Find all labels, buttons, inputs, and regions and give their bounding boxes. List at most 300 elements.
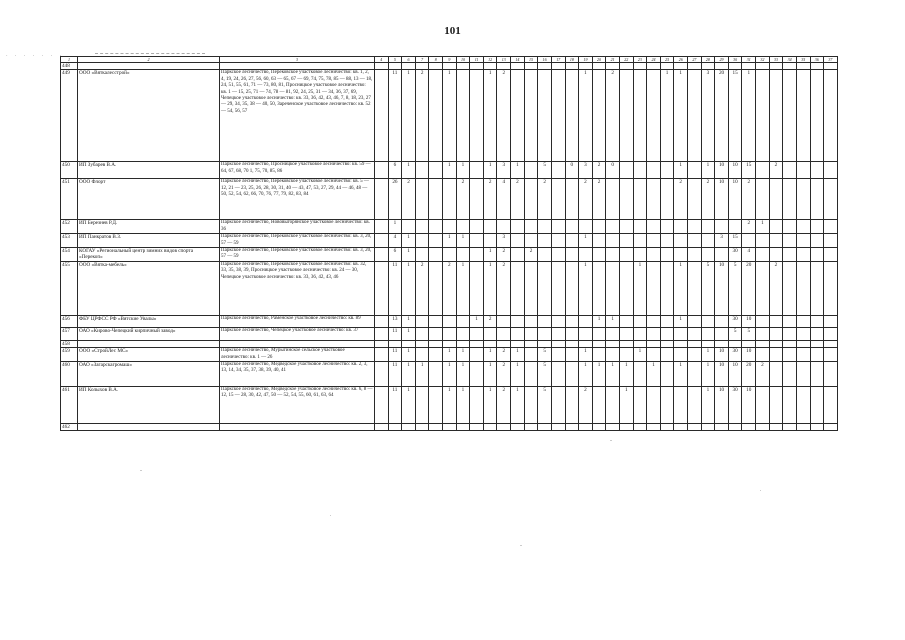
value-cell: 1 <box>443 70 457 162</box>
value-cell <box>810 162 824 179</box>
value-cell: 5 <box>701 261 715 315</box>
value-cell <box>688 362 702 387</box>
value-cell <box>497 63 511 70</box>
table-row <box>61 424 838 431</box>
row-number-cell: 449 <box>61 70 78 162</box>
column-number-header: 26 <box>674 57 688 63</box>
value-cell: 1 <box>592 315 606 327</box>
value-cell: 1 <box>402 234 416 248</box>
value-cell <box>619 70 633 162</box>
value-cell <box>524 340 538 347</box>
value-cell: 0 <box>565 162 579 179</box>
value-cell: 1 <box>619 362 633 387</box>
value-cell: 1 <box>456 362 470 387</box>
value-cell <box>688 162 702 179</box>
value-cell <box>551 63 565 70</box>
value-cell: 2 <box>538 179 552 220</box>
value-cell <box>375 248 389 262</box>
value-cell <box>701 220 715 234</box>
table-row <box>61 362 838 387</box>
value-cell <box>796 179 810 220</box>
value-cell <box>538 340 552 347</box>
value-cell <box>756 348 770 362</box>
organization-name-cell: ООО Флорт <box>78 179 220 220</box>
value-cell: 4 <box>497 179 511 220</box>
value-cell <box>470 261 484 315</box>
value-cell <box>688 327 702 340</box>
value-cell <box>810 315 824 327</box>
column-number-header: 33 <box>769 57 783 63</box>
column-number-header: 30 <box>728 57 742 63</box>
column-number-header: 20 <box>592 57 606 63</box>
value-cell: 1 <box>701 348 715 362</box>
value-cell <box>429 362 443 387</box>
value-cell: 6 <box>388 248 402 262</box>
value-cell <box>674 348 688 362</box>
value-cell <box>715 248 729 262</box>
value-cell <box>592 248 606 262</box>
value-cell <box>647 234 661 248</box>
value-cell <box>715 63 729 70</box>
value-cell <box>456 248 470 262</box>
value-cell <box>660 63 674 70</box>
value-cell <box>769 387 783 424</box>
value-cell <box>375 315 389 327</box>
value-cell <box>565 424 579 431</box>
value-cell <box>565 234 579 248</box>
location-description-cell: Паркское лесничество, Перековское участковое лесничество: кв. 5 — 12, 21 — 23, 25, 26, 28, 30, 31, 40 — 43, 47, 53, 27, 29, 44 — 46, 48 — 50, 52, 54, 62, 66, 70, 76, 77, 79, 82, 83, 84 <box>220 179 375 220</box>
value-cell <box>606 220 620 234</box>
value-cell: 1 <box>483 348 497 362</box>
value-cell: 1 <box>742 70 756 162</box>
value-cell <box>443 220 457 234</box>
value-cell <box>769 424 783 431</box>
value-cell <box>524 387 538 424</box>
value-cell <box>660 315 674 327</box>
value-cell <box>606 424 620 431</box>
value-cell <box>470 348 484 362</box>
value-cell <box>633 234 647 248</box>
value-cell: 15 <box>728 70 742 162</box>
value-cell <box>524 234 538 248</box>
organization-name-cell: ИП Колыхов В.А. <box>78 387 220 424</box>
value-cell <box>456 424 470 431</box>
value-cell <box>633 179 647 220</box>
value-cell: 20 <box>742 362 756 387</box>
location-description-cell: Паркское лесничество, Медведское участковое лесничество: кв. 6, 8 — 12, 15 — 28, 30, 42, 47, 50 — 52, 54, 55, 60, 61, 63, 64 <box>220 387 375 424</box>
value-cell <box>633 362 647 387</box>
value-cell: 2 <box>415 261 429 315</box>
value-cell: 26 <box>388 179 402 220</box>
value-cell <box>402 220 416 234</box>
value-cell <box>511 340 525 347</box>
value-cell <box>443 179 457 220</box>
value-cell <box>565 387 579 424</box>
value-cell <box>701 248 715 262</box>
value-cell: 2 <box>483 315 497 327</box>
value-cell: 5 <box>538 162 552 179</box>
value-cell <box>619 248 633 262</box>
value-cell <box>456 340 470 347</box>
column-number-header: 24 <box>647 57 661 63</box>
value-cell: 1 <box>511 348 525 362</box>
value-cell <box>402 63 416 70</box>
value-cell <box>796 162 810 179</box>
table-row <box>61 348 838 362</box>
value-cell: 20 <box>715 70 729 162</box>
value-cell: 3 <box>497 162 511 179</box>
value-cell <box>592 220 606 234</box>
value-cell: 6 <box>388 162 402 179</box>
organization-name-cell: ООО «Вяткалесстрой» <box>78 70 220 162</box>
organization-name-cell: ФБУ ЦРФСС РФ «Вятские Увалы» <box>78 315 220 327</box>
value-cell <box>592 340 606 347</box>
value-cell <box>701 424 715 431</box>
value-cell <box>538 63 552 70</box>
column-number-header: 16 <box>538 57 552 63</box>
value-cell <box>551 162 565 179</box>
value-cell <box>810 70 824 162</box>
column-number-header: 23 <box>633 57 647 63</box>
value-cell <box>769 63 783 70</box>
value-cell <box>579 63 593 70</box>
organization-name-cell: ИП Березнев Р.Д. <box>78 220 220 234</box>
value-cell <box>783 70 797 162</box>
value-cell: 1 <box>483 70 497 162</box>
value-cell: 2 <box>579 387 593 424</box>
value-cell <box>579 340 593 347</box>
scan-speck <box>520 545 522 546</box>
value-cell <box>375 179 389 220</box>
value-cell: 2 <box>592 162 606 179</box>
value-cell: 1 <box>402 261 416 315</box>
value-cell <box>756 340 770 347</box>
value-cell <box>511 234 525 248</box>
value-cell <box>633 70 647 162</box>
value-cell <box>688 340 702 347</box>
value-cell <box>443 248 457 262</box>
value-cell <box>375 162 389 179</box>
value-cell <box>524 162 538 179</box>
value-cell <box>579 220 593 234</box>
value-cell <box>565 315 579 327</box>
value-cell <box>606 179 620 220</box>
table-row <box>61 220 838 234</box>
value-cell <box>796 327 810 340</box>
value-cell <box>429 162 443 179</box>
organization-name-cell: ОАО «Загарскагромаш» <box>78 362 220 387</box>
value-cell <box>375 348 389 362</box>
value-cell <box>756 327 770 340</box>
column-number-header: 6 <box>402 57 416 63</box>
row-number-cell: 454 <box>61 248 78 262</box>
value-cell: 1 <box>701 162 715 179</box>
value-cell <box>728 220 742 234</box>
value-cell <box>579 327 593 340</box>
value-cell: 1 <box>483 261 497 315</box>
value-cell: 10 <box>715 261 729 315</box>
value-cell <box>606 234 620 248</box>
value-cell: 4 <box>388 234 402 248</box>
organization-name-cell: ООО «СтройЛес МС» <box>78 348 220 362</box>
column-number-header: 35 <box>796 57 810 63</box>
value-cell <box>565 179 579 220</box>
value-cell: 1 <box>756 220 770 234</box>
value-cell: 1 <box>606 315 620 327</box>
value-cell: 10 <box>742 348 756 362</box>
value-cell <box>429 327 443 340</box>
value-cell <box>551 315 565 327</box>
value-cell <box>551 387 565 424</box>
column-number-header: 12 <box>483 57 497 63</box>
value-cell <box>429 348 443 362</box>
value-cell: 2 <box>497 70 511 162</box>
value-cell <box>538 70 552 162</box>
row-number-cell: 457 <box>61 327 78 340</box>
value-cell <box>688 234 702 248</box>
value-cell <box>470 220 484 234</box>
value-cell <box>415 162 429 179</box>
value-cell <box>497 424 511 431</box>
value-cell <box>742 234 756 248</box>
value-cell <box>783 327 797 340</box>
row-number-cell: 458 <box>61 340 78 347</box>
value-cell <box>592 424 606 431</box>
value-cell <box>619 234 633 248</box>
value-cell: 1 <box>579 261 593 315</box>
value-cell <box>728 424 742 431</box>
value-cell <box>783 234 797 248</box>
value-cell <box>769 348 783 362</box>
value-cell: 1 <box>592 362 606 387</box>
row-number-cell: 451 <box>61 179 78 220</box>
value-cell <box>783 348 797 362</box>
value-cell <box>769 70 783 162</box>
row-number-cell: 459 <box>61 348 78 362</box>
value-cell <box>769 362 783 387</box>
value-cell <box>415 248 429 262</box>
value-cell <box>674 220 688 234</box>
value-cell <box>565 340 579 347</box>
value-cell: 11 <box>388 261 402 315</box>
scan-speck <box>140 470 142 471</box>
value-cell <box>619 327 633 340</box>
value-cell <box>742 424 756 431</box>
row-number-cell: 448 <box>61 63 78 70</box>
value-cell <box>429 340 443 347</box>
column-number-header: 17 <box>551 57 565 63</box>
value-cell: 1 <box>579 362 593 387</box>
value-cell: 3 <box>579 162 593 179</box>
table-row <box>61 234 838 248</box>
value-cell <box>483 340 497 347</box>
value-cell <box>796 424 810 431</box>
value-cell <box>769 340 783 347</box>
value-cell <box>619 424 633 431</box>
value-cell <box>579 424 593 431</box>
value-cell: 10 <box>715 362 729 387</box>
value-cell <box>824 387 838 424</box>
value-cell: 1 <box>443 234 457 248</box>
value-cell <box>796 248 810 262</box>
value-cell: 4 <box>742 248 756 262</box>
value-cell: 1 <box>456 162 470 179</box>
value-cell <box>660 248 674 262</box>
value-cell <box>524 348 538 362</box>
value-cell: 10 <box>715 348 729 362</box>
value-cell: 0 <box>606 162 620 179</box>
value-cell <box>633 387 647 424</box>
value-cell <box>415 327 429 340</box>
value-cell: 10 <box>715 162 729 179</box>
value-cell <box>511 248 525 262</box>
value-cell <box>783 63 797 70</box>
value-cell: 1 <box>619 387 633 424</box>
value-cell <box>783 162 797 179</box>
value-cell <box>592 348 606 362</box>
value-cell <box>524 63 538 70</box>
value-cell: 1 <box>483 387 497 424</box>
value-cell <box>565 70 579 162</box>
value-cell <box>756 162 770 179</box>
row-number-cell: 455 <box>61 261 78 315</box>
location-description-cell: Паркское лесничество, Раменское участковое лесничество: кв. 89 <box>220 315 375 327</box>
value-cell: 10 <box>715 179 729 220</box>
value-cell <box>660 234 674 248</box>
value-cell <box>810 234 824 248</box>
value-cell <box>783 387 797 424</box>
value-cell <box>551 220 565 234</box>
value-cell <box>742 340 756 347</box>
value-cell <box>796 315 810 327</box>
value-cell: 1 <box>402 348 416 362</box>
value-cell: 1 <box>674 70 688 162</box>
value-cell <box>524 179 538 220</box>
table-row <box>61 327 838 340</box>
value-cell <box>674 340 688 347</box>
value-cell: 10 <box>728 179 742 220</box>
column-number-header: 13 <box>497 57 511 63</box>
value-cell <box>742 63 756 70</box>
value-cell: 2 <box>769 261 783 315</box>
value-cell <box>511 327 525 340</box>
value-cell: 1 <box>402 162 416 179</box>
value-cell: 1 <box>647 362 661 387</box>
value-cell <box>688 220 702 234</box>
value-cell <box>633 63 647 70</box>
column-number-header: 5 <box>388 57 402 63</box>
value-cell <box>647 327 661 340</box>
value-cell: 2 <box>701 179 715 220</box>
organization-name-cell: ОАО «Кирово-Чепецкий кирпичный завод» <box>78 327 220 340</box>
value-cell <box>701 234 715 248</box>
value-cell: 2 <box>742 220 756 234</box>
value-cell <box>415 179 429 220</box>
value-cell <box>824 348 838 362</box>
value-cell <box>443 424 457 431</box>
value-cell <box>497 315 511 327</box>
value-cell <box>470 162 484 179</box>
column-number-header: 21 <box>606 57 620 63</box>
value-cell <box>524 70 538 162</box>
value-cell: 30 <box>728 348 742 362</box>
value-cell: 3 <box>701 70 715 162</box>
value-cell: 1 <box>443 387 457 424</box>
value-cell: 2 <box>443 261 457 315</box>
value-cell <box>674 424 688 431</box>
value-cell <box>647 70 661 162</box>
value-cell <box>674 327 688 340</box>
value-cell: 2 <box>497 261 511 315</box>
value-cell: 1 <box>483 248 497 262</box>
value-cell <box>551 234 565 248</box>
value-cell <box>551 348 565 362</box>
row-number-cell: 461 <box>61 387 78 424</box>
value-cell <box>769 234 783 248</box>
value-cell: 2 <box>456 179 470 220</box>
value-cell <box>497 220 511 234</box>
column-number-header: 37 <box>824 57 838 63</box>
value-cell <box>633 327 647 340</box>
value-cell: 1 <box>402 70 416 162</box>
column-number-header: 10 <box>456 57 470 63</box>
value-cell <box>443 340 457 347</box>
value-cell <box>470 248 484 262</box>
table-row <box>61 315 838 327</box>
value-cell <box>579 315 593 327</box>
location-description-cell: Паркское лесничество, Нововыгорянское участковое лесничество: кв. 36 <box>220 220 375 234</box>
value-cell <box>429 424 443 431</box>
value-cell <box>551 424 565 431</box>
value-cell <box>619 348 633 362</box>
value-cell: 1 <box>456 234 470 248</box>
value-cell <box>443 315 457 327</box>
location-description-cell: Паркское лесничество, Просницкое участковое лесничество: кв. 59 — 64, 67, 68, 70 1, 75, 70, 85, 86 <box>220 162 375 179</box>
value-cell <box>470 327 484 340</box>
value-cell: 30 <box>728 248 742 262</box>
location-description-cell <box>220 340 375 347</box>
value-cell <box>824 327 838 340</box>
value-cell <box>810 340 824 347</box>
value-cell <box>415 63 429 70</box>
row-number-cell: 450 <box>61 162 78 179</box>
value-cell <box>415 340 429 347</box>
value-cell <box>565 248 579 262</box>
value-cell <box>824 70 838 162</box>
value-cell <box>688 248 702 262</box>
column-number-header: 18 <box>565 57 579 63</box>
value-cell <box>824 424 838 431</box>
value-cell: 5 <box>538 348 552 362</box>
value-cell <box>810 248 824 262</box>
value-cell <box>551 261 565 315</box>
value-cell <box>470 179 484 220</box>
location-description-cell: Паркское лесничество, Перековское участковое лесничество: кв. 3, 20, 57 — 59 <box>220 234 375 248</box>
column-number-header: 15 <box>524 57 538 63</box>
value-cell <box>633 424 647 431</box>
value-cell: 11 <box>388 348 402 362</box>
column-number-header: 9 <box>443 57 457 63</box>
value-cell <box>429 70 443 162</box>
value-cell <box>715 220 729 234</box>
value-cell <box>538 424 552 431</box>
value-cell <box>647 348 661 362</box>
value-cell <box>810 348 824 362</box>
value-cell <box>415 348 429 362</box>
value-cell <box>769 248 783 262</box>
value-cell: 1 <box>443 362 457 387</box>
table-row <box>61 63 838 70</box>
